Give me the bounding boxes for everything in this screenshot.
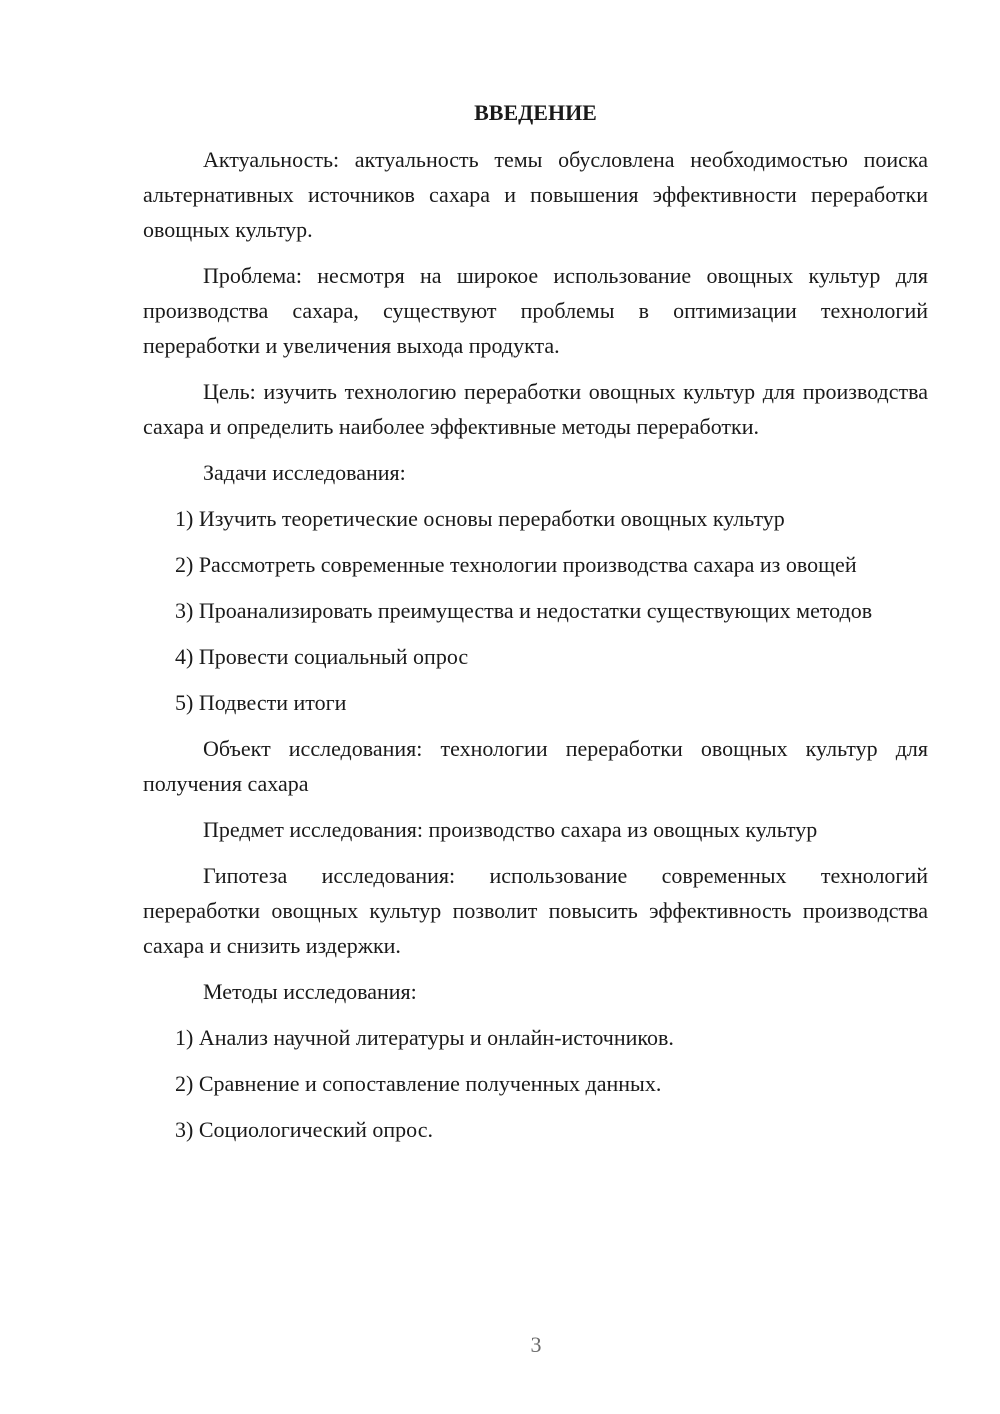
methods-heading: Методы исследования: bbox=[203, 979, 417, 1004]
section-title: ВВЕДЕНИЕ bbox=[474, 100, 597, 125]
method-item: 1) Анализ научной литературы и онлайн-источников. bbox=[175, 1025, 674, 1050]
task-item: 1) Изучить теоретические основы переработки овощных культур bbox=[175, 506, 785, 531]
object-paragraph: Объект исследования: технологии переработки овощных культур для получения сахара bbox=[143, 736, 928, 796]
relevance-paragraph: Актуальность: актуальность темы обусловлена необходимостью поиска альтернативных источников сахара и повышения эффективности переработки овощных культур. bbox=[143, 147, 928, 242]
task-item: 3) Проанализировать преимущества и недостатки существующих методов bbox=[175, 598, 873, 623]
page-number: 3 bbox=[530, 1332, 542, 1357]
task-item: 5) Подвести итоги bbox=[175, 690, 347, 715]
goal-paragraph: Цель: изучить технологию переработки овощных культур для производства сахара и определить наиболее эффективные методы переработки. bbox=[143, 379, 928, 439]
hypothesis-paragraph: Гипотеза исследования: использование современных технологий переработки овощных культур позволит повысить эффективность производства сахара и снизить издержки. bbox=[143, 863, 928, 958]
tasks-heading: Задачи исследования: bbox=[203, 460, 406, 485]
page-content bbox=[143, 95, 928, 1158]
problem-paragraph: Проблема: несмотря на широкое использование овощных культур для производства сахара, существуют проблемы в оптимизации технологий переработки и увеличения выхода продукта. bbox=[143, 263, 928, 358]
method-item: 3) Социологический опрос. bbox=[175, 1117, 433, 1142]
task-item: 2) Рассмотреть современные технологии производства сахара из овощей bbox=[175, 552, 857, 577]
subject-paragraph: Предмет исследования: производство сахара из овощных культур bbox=[203, 817, 818, 842]
method-item: 2) Сравнение и сопоставление полученных данных. bbox=[175, 1071, 662, 1096]
task-item: 4) Провести социальный опрос bbox=[175, 644, 469, 669]
